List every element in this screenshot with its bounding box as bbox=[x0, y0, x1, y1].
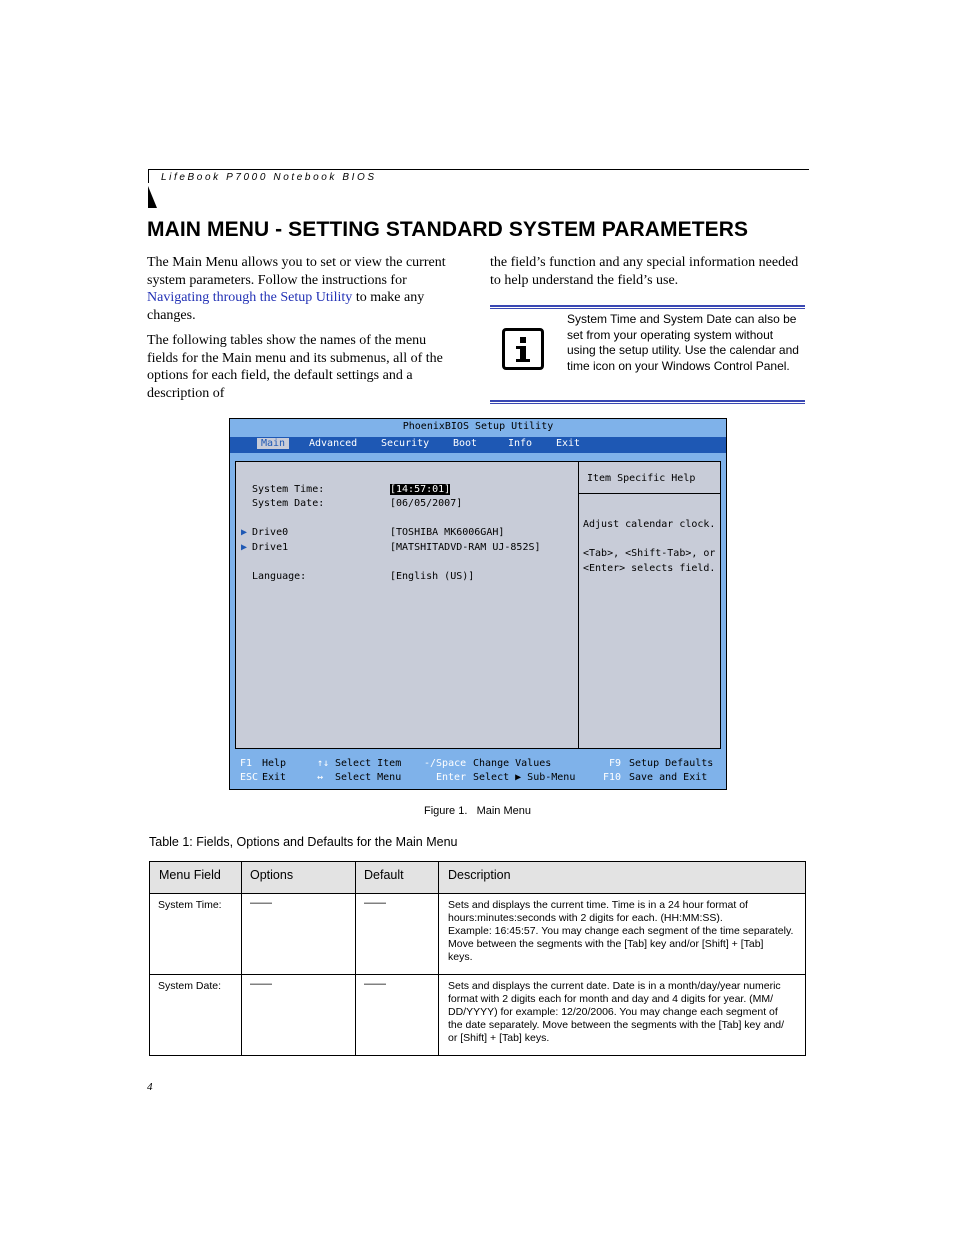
bios-field-label: Language: bbox=[252, 571, 307, 582]
bios-menu-main[interactable]: Main bbox=[257, 438, 289, 449]
table-column-rule bbox=[355, 862, 356, 1055]
intro-paragraph-2: The following tables show the names of the menu fields for the Main menu and its submenus, all of the options for each field, the default settings and a description of bbox=[147, 333, 443, 401]
page-title: MAIN MENU - SETTING STANDARD SYSTEM PARAMETERS bbox=[147, 218, 749, 241]
bios-footer bbox=[230, 757, 726, 789]
figure-caption: Figure 1. Main Menu bbox=[424, 805, 531, 817]
bios-field-value-date[interactable]: [06/05/2007] bbox=[390, 498, 463, 509]
table-cell-options: —— bbox=[250, 897, 272, 909]
bios-footer-key: -/Space bbox=[424, 758, 467, 769]
bios-footer-label: Exit bbox=[262, 772, 287, 783]
page-number: 4 bbox=[147, 1081, 153, 1093]
bios-title: PhoenixBIOS Setup Utility bbox=[402, 421, 554, 432]
table-cell-field: System Time: bbox=[158, 899, 222, 911]
intro-text-after-link: to make any changes. bbox=[147, 290, 425, 323]
bios-footer-key: ↑↓ bbox=[317, 758, 330, 769]
table-header-cell: Menu Field bbox=[159, 868, 221, 882]
bios-help-title: Item Specific Help bbox=[587, 473, 696, 484]
bios-footer-key: ESC bbox=[240, 772, 259, 783]
bios-help-rule bbox=[579, 493, 721, 494]
bios-help-line: Adjust calendar clock. bbox=[583, 519, 716, 530]
bios-field-label[interactable]: Drive1 bbox=[252, 542, 289, 553]
bios-footer-key: Enter bbox=[436, 772, 467, 783]
table-cell-options: —— bbox=[250, 978, 272, 990]
bios-footer-key: F10 bbox=[603, 772, 622, 783]
bios-field-label: System Time: bbox=[252, 484, 325, 495]
intro-paragraph-1 bbox=[147, 254, 460, 324]
bios-help-line: <Tab>, <Shift-Tab>, or bbox=[583, 548, 716, 559]
note-bottom-rule bbox=[490, 400, 805, 404]
bios-field-value-drive1: [MATSHITADVD-RAM UJ-852S] bbox=[390, 542, 541, 553]
submenu-arrow-icon: ▶ bbox=[241, 527, 248, 538]
description-line: hours:minutes:seconds with 2 digits for each. (HH:MM:SS). bbox=[448, 911, 723, 924]
description-line: DD/YYYY) for example: 12/20/2006. You may change each segment of bbox=[448, 1005, 778, 1018]
running-header: LifeBook P7000 Notebook BIOS bbox=[161, 172, 377, 183]
intro-paragraph-3: the field’s function and any special information needed to help understand the field’s use. bbox=[490, 255, 799, 288]
note-text: System Time and System Date can also be set from your operating system without using the setup utility. Use the calendar and time icon on your Windows Control Panel. bbox=[567, 312, 799, 373]
bios-field-value-drive0: [TOSHIBA MK6006GAH] bbox=[390, 527, 505, 538]
table-column-rule bbox=[438, 862, 439, 1055]
note-top-rule bbox=[490, 305, 805, 309]
description-line: keys. bbox=[448, 950, 473, 963]
intro-text-before-link: The Main Menu allows you to set or view the current system parameters. Follow the instructions for bbox=[147, 255, 446, 288]
description-line: format with 2 digits each for month and day and 4 digits for year. (MM/ bbox=[448, 992, 774, 1005]
bios-menu-advanced[interactable]: Advanced bbox=[309, 438, 358, 449]
header-marker bbox=[148, 186, 157, 208]
description-line: Sets and displays the current time. Time is in a 24 hour format of bbox=[448, 899, 748, 911]
description-line: Sets and displays the current date. Date is in a month/day/year numeric bbox=[448, 980, 781, 992]
bios-menubar bbox=[230, 437, 726, 453]
header-rule-vertical bbox=[148, 169, 149, 183]
bios-footer-label: Select ▶ Sub-Menu bbox=[473, 772, 576, 783]
table-cell-description bbox=[448, 899, 800, 964]
table-column-rule bbox=[241, 862, 242, 1055]
bios-footer-label: Change Values bbox=[473, 758, 552, 769]
bios-field-label: System Date: bbox=[252, 498, 325, 509]
table-header-cell: Description bbox=[448, 868, 511, 882]
bios-menu-info[interactable]: Info bbox=[508, 438, 533, 449]
table-row-rule bbox=[150, 974, 805, 975]
bios-footer-key: F1 bbox=[240, 758, 253, 769]
description-line: Move between the segments with the [Tab] key and/or [Shift] + [Tab] bbox=[448, 937, 764, 950]
bios-footer-key: ↔ bbox=[317, 772, 324, 783]
bios-field-value-time[interactable]: [14:57:01] bbox=[390, 484, 451, 495]
bios-panel-divider bbox=[578, 462, 579, 748]
bios-footer-label: Setup Defaults bbox=[629, 758, 714, 769]
bios-menu-security[interactable]: Security bbox=[381, 438, 430, 449]
table-header-cell: Options bbox=[250, 868, 294, 882]
description-line: or [Shift] + [Tab] keys. bbox=[448, 1031, 550, 1044]
description-line: the date separately. Move between the segments with the [Tab] key and/ bbox=[448, 1018, 785, 1031]
bios-main-panel bbox=[235, 461, 721, 749]
info-icon bbox=[502, 328, 544, 370]
bios-screenshot bbox=[229, 418, 727, 790]
bios-footer-key: F9 bbox=[609, 758, 622, 769]
bios-footer-label: Select Menu bbox=[335, 772, 402, 783]
bios-menu-boot[interactable]: Boot bbox=[453, 438, 478, 449]
bios-help-line: <Enter> selects field. bbox=[583, 563, 716, 574]
table-cell-default: —— bbox=[364, 978, 386, 990]
table-cell-field: System Date: bbox=[158, 980, 222, 992]
bios-footer-label: Help bbox=[262, 758, 287, 769]
table-header-cell: Default bbox=[364, 868, 404, 882]
bios-footer-label: Save and Exit bbox=[629, 772, 708, 783]
bios-field-value-language[interactable]: [English (US)] bbox=[390, 571, 475, 582]
bios-footer-label: Select Item bbox=[335, 758, 402, 769]
main-menu-table bbox=[149, 861, 806, 1056]
bios-menu-exit[interactable]: Exit bbox=[556, 438, 581, 449]
table-title: Table 1: Fields, Options and Defaults for the Main Menu bbox=[149, 835, 458, 849]
header-rule bbox=[148, 169, 809, 170]
table-cell-default: —— bbox=[364, 897, 386, 909]
bios-field-label[interactable]: Drive0 bbox=[252, 527, 289, 538]
submenu-arrow-icon: ▶ bbox=[241, 542, 248, 553]
navigating-setup-utility-link[interactable]: Navigating through the Setup Utility bbox=[147, 290, 353, 305]
table-cell-description bbox=[448, 980, 800, 1045]
description-line: Example: 16:45:57. You may change each segment of the time separately. bbox=[448, 924, 794, 937]
